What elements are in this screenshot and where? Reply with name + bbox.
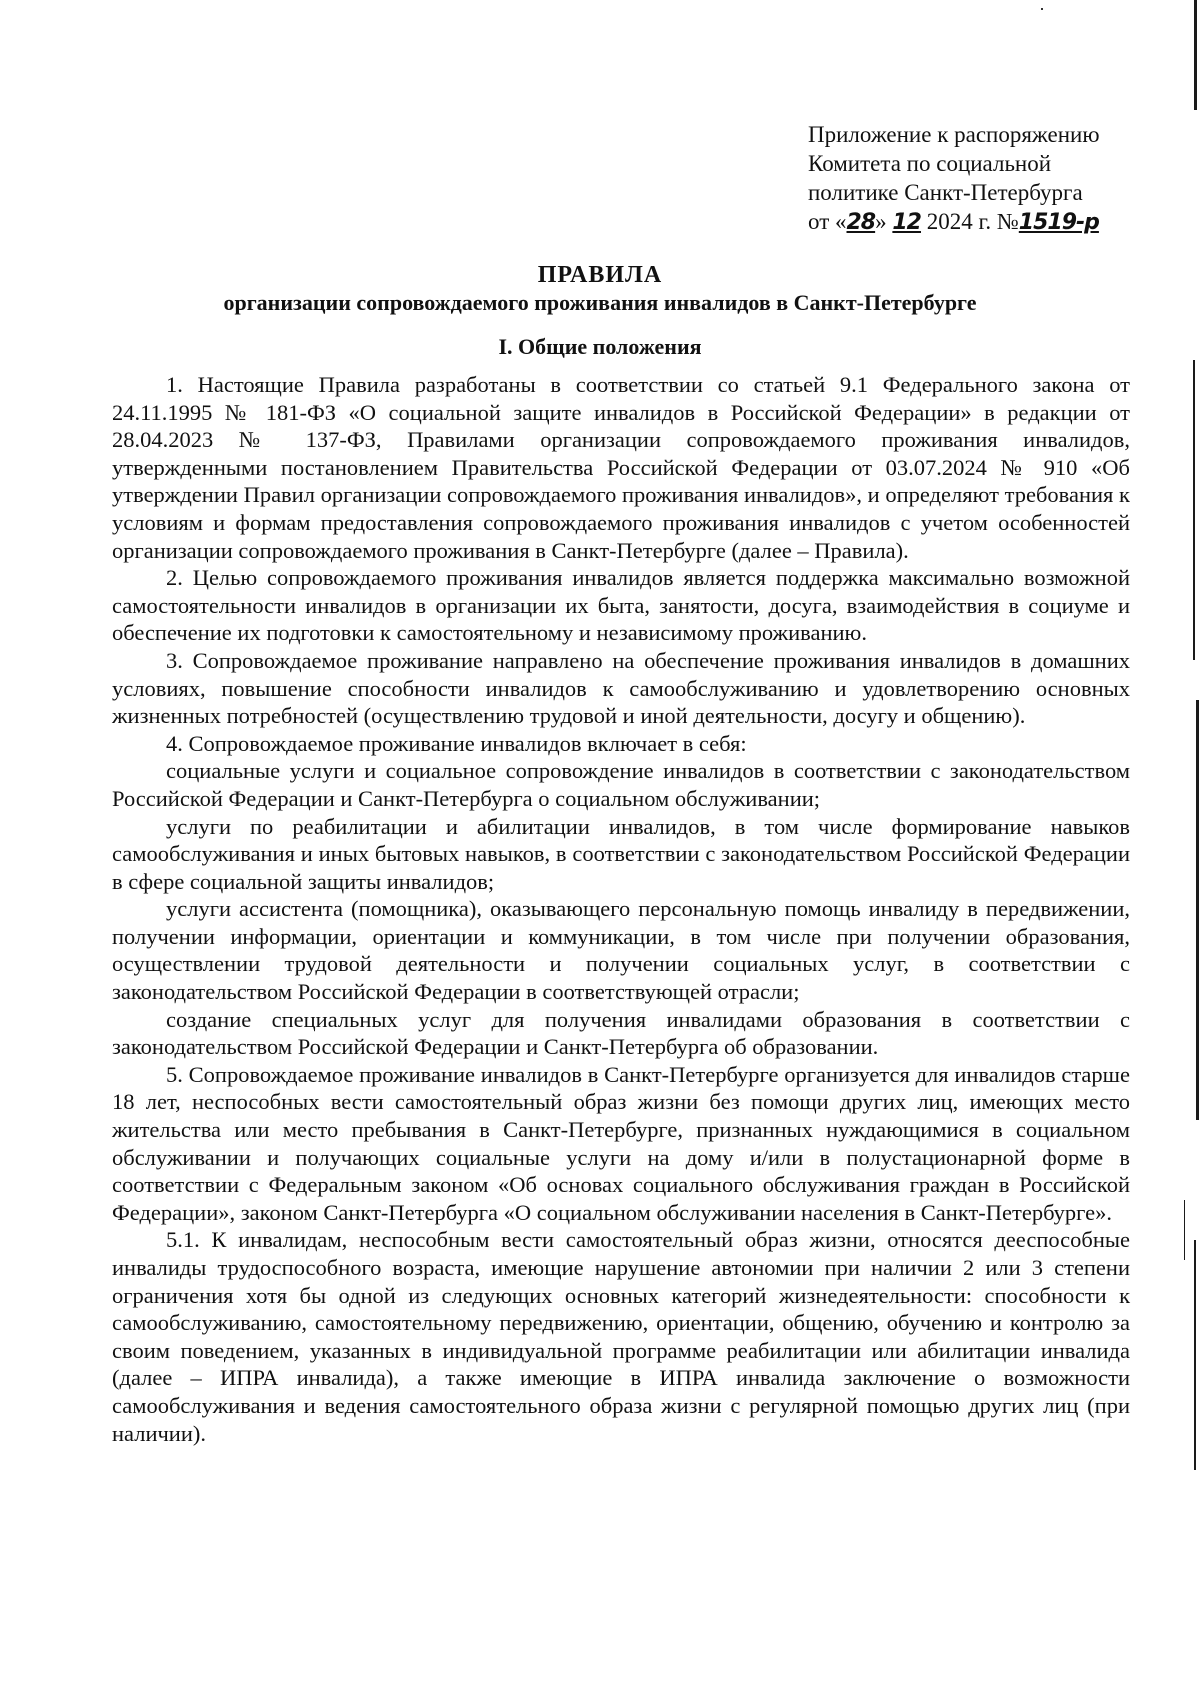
approval-line-2: Комитета по социальной: [808, 151, 1052, 176]
scan-edge-mark: [1194, 1240, 1196, 1470]
list-item-rehabilitation: услуги по реабилитации и абилитации инвалидов, в том числе формирование навыков самообслуживания и иных бытовых навыков, в соответствии с законодательством Российской Федерации в сфере социальной защиты инвалидов;: [112, 813, 1130, 894]
paragraph-3: 3. Сопровождаемое проживание направлено на обеспечение проживания инвалидов в домашних условиях, повышение способности инвалидов к самообслуживанию и удовлетворению основных жизненных потребностей (осуществлению трудовой и иной деятельности, досугу и общению).: [112, 647, 1130, 729]
scan-edge-mark: [1184, 1200, 1185, 1260]
paragraph-2: 2. Целью сопровождаемого проживания инвалидов является поддержка максимально возможной самостоятельности инвалидов в организации их быта, занятости, досуга, взаимодействия в социуме и обеспечение их подготовки к самостоятельному и независимому проживанию.: [112, 565, 1130, 646]
approval-line-1: Приложение к распоряжению: [808, 122, 1100, 147]
list-item-social-services: социальные услуги и социальное сопровождение инвалидов в соответствии с законодательством Российской Федерации и Санкт-Петербурга о социальном обслуживании;: [112, 758, 1130, 811]
paragraph-5: 5. Сопровождаемое проживание инвалидов в Санкт-Петербурге организуется для инвалидов старше 18 лет, неспособных вести самостоятельный образ жизни без помощи других лиц, имеющих место жительства или место пребывания в Санкт-Петербурге, признанных нуждающимися в социальном обслуживании и получающих социальные услуги на дому и/или в полустационарной форме в соответствии с Федеральным законом «Об основах социального обслуживания граждан в Российской Федерации», законом Санкт-Петербурга «О социальном обслуживании населения в Санкт-Петербурге».: [112, 1061, 1130, 1225]
handwritten-day: 28: [846, 210, 876, 235]
scan-speck: [1041, 8, 1043, 10]
paragraph-5-1: 5.1. К инвалидам, неспособным вести самостоятельный образ жизни, относятся дееспособные инвалиды трудоспособного возраста, имеющие нарушение автономии при наличии 2 или 3 степени ограничения хотя бы одной из следующих основных категорий жизнедеятельности: способности к самообслуживанию, самостоятельному передвижению, ориентации, общению, обучению и контролю за своим поведением, указанных в индивидуальной программе реабилитации или абилитации инвалида (далее – ИПРА инвалида), а также имеющие в ИПРА инвалида заключение о возможности самообслуживания и ведения самостоятельного образа жизни с регулярной помощью других лиц (при наличии).: [112, 1227, 1130, 1446]
scan-edge-mark: [1193, 360, 1195, 660]
approval-date-line: [808, 207, 1168, 237]
date-mid: »: [875, 209, 887, 234]
document-subtitle: организации сопровождаемого проживания инвалидов в Санкт-Петербурге: [223, 290, 977, 315]
document-title: ПРАВИЛА: [537, 262, 663, 288]
year-text: 2024 г. №: [926, 209, 1019, 234]
approval-line-3: политике Санкт-Петербурга: [808, 180, 1083, 205]
scan-edge-mark: [1194, 0, 1197, 110]
handwritten-month: 12: [892, 210, 921, 235]
list-item-education: создание специальных услуг для получения инвалидами образования в соответствии с законодательством Российской Федерации и Санкт-Петербурга об образовании.: [112, 1006, 1130, 1060]
list-item-assistant: услуги ассистента (помощника), оказывающего персональную помощь инвалиду в передвижении, получении информации, ориентации и коммуникации, в том числе при получении образования, осуществлении трудовой деятельности и получении социальных услуг, в соответствии с законодательством Российской Федерации в соответствующей отрасли;: [112, 896, 1130, 1005]
scan-edge-mark: [1196, 700, 1199, 1120]
handwritten-number: 1519-р: [1018, 210, 1099, 235]
paragraph-4: 4. Сопровождаемое проживание инвалидов включает в себя:: [166, 730, 747, 756]
date-prefix: от «: [808, 209, 847, 234]
section-heading: I. Общие положения: [498, 334, 702, 359]
document-body: [112, 371, 1130, 1447]
approval-block: [808, 120, 1168, 237]
paragraph-1: 1. Настоящие Правила разработаны в соответствии со статьей 9.1 Федерального закона от 24.11.1995 № 181-ФЗ «О социальной защите инвалидов в Российской Федерации» в редакции от 28.04.2023 № 137-ФЗ, Правилами организации сопровождаемого проживания инвалидов, утвержденными постановлением Правительства Российской Федерации от 03.07.2024 № 910 «Об утверждении Правил организации сопровождаемого проживания инвалидов», и определяют требования к условиям и формам предоставления сопровождаемого проживания инвалидов с учетом особенностей организации сопровождаемого проживания в Санкт-Петербурге (далее – Правила).: [112, 372, 1130, 563]
